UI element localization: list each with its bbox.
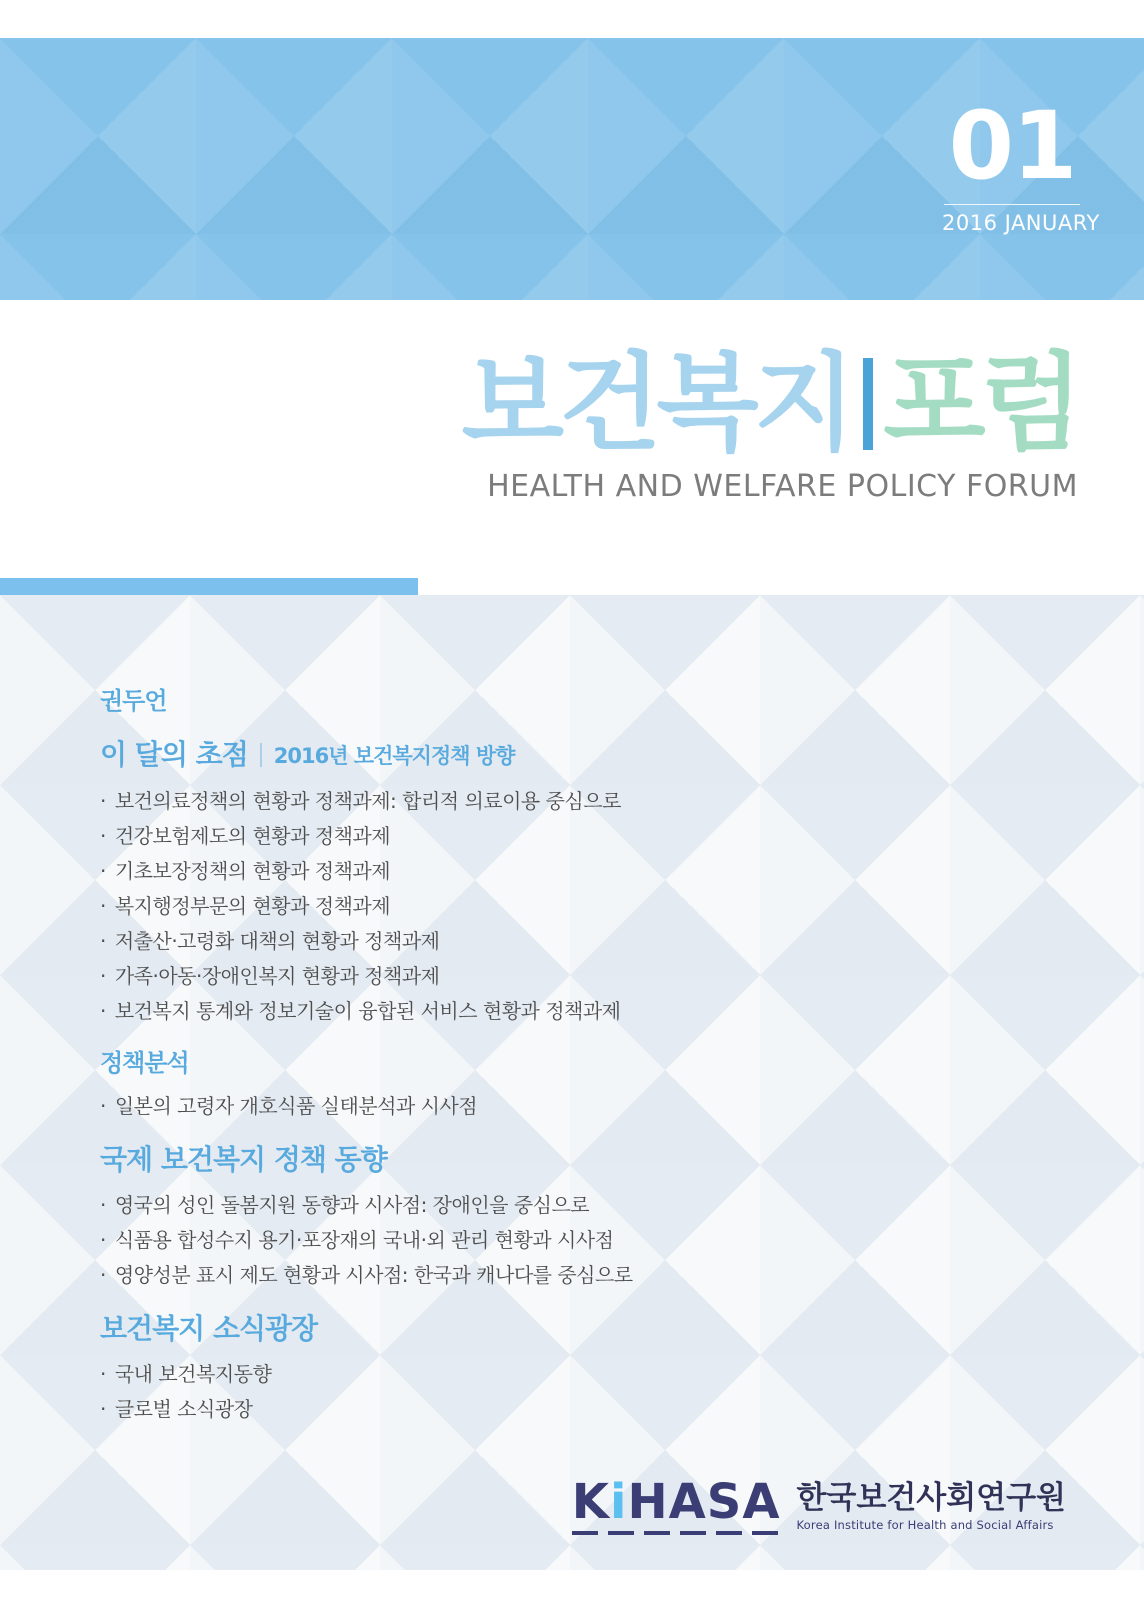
section-heading-text: 권두언 (100, 687, 167, 715)
section-heading (100, 1142, 780, 1178)
header-band (0, 38, 1144, 300)
toc-item (100, 994, 780, 1029)
kihasa-logo-i: i (609, 1474, 628, 1530)
issue-block (942, 92, 1100, 235)
toc-item (100, 1357, 780, 1392)
toc-section-4 (100, 1142, 780, 1293)
accent-bar (0, 578, 418, 595)
bullet-dot: · (100, 1263, 106, 1287)
toc-section-2 (100, 735, 780, 1029)
toc-item-text: 영국의 성인 돌봄지원 동향과 시사점: 장애인을 중심으로 (114, 1193, 590, 1217)
bullet-dot: · (100, 999, 106, 1023)
bullet-dot: · (100, 1193, 106, 1217)
toc-item-text: 보건복지 통계와 정보기술이 융합된 서비스 현황과 정책과제 (114, 999, 621, 1023)
toc-section-5 (100, 1311, 780, 1427)
bullet-dot: · (100, 964, 106, 988)
toc-item-text: 복지행정부문의 현황과 정책과제 (114, 894, 391, 918)
toc-item-text: 일본의 고령자 개호식품 실태분석과 시사점 (114, 1094, 478, 1118)
title-separator-bar (863, 358, 873, 450)
magazine-title (461, 342, 1078, 465)
publisher-name-korean: 한국보건사회연구원 (796, 1479, 1066, 1516)
toc-item (100, 924, 780, 959)
toc-item-text: 영양성분 표시 제도 현황과 시사점: 한국과 캐나다를 중심으로 (114, 1263, 633, 1287)
toc-item (100, 1258, 780, 1293)
masthead (461, 342, 1078, 505)
toc-item-text: 기초보장정책의 현황과 정책과제 (114, 859, 391, 883)
bullet-dot: · (100, 1362, 106, 1386)
issue-divider-line (944, 204, 1080, 205)
section-heading-text: 국제 보건복지 정책 동향 (100, 1143, 387, 1176)
toc-item-text: 보건의료정책의 현황과 정책과제: 합리적 의료이용 중심으로 (114, 789, 621, 813)
publisher-logo (571, 1474, 1066, 1535)
section-heading (100, 1047, 780, 1079)
bullet-dot: · (100, 824, 106, 848)
kihasa-logo (571, 1474, 781, 1535)
section-subheading: 2016년 보건복지정책 방향 (273, 744, 515, 768)
magazine-title-korean-blue: 보건복지 (461, 342, 852, 465)
section-heading-text: 이 달의 초점 (100, 737, 248, 771)
toc-item (100, 854, 780, 889)
bullet-dot: · (100, 894, 106, 918)
section-heading (100, 735, 780, 774)
bullet-dot: · (100, 1094, 106, 1118)
toc-item (100, 889, 780, 924)
toc-section-1 (100, 685, 780, 717)
table-of-contents (100, 685, 780, 1445)
bullet-dot: · (100, 1228, 106, 1252)
section-heading-text: 정책분석 (100, 1049, 189, 1077)
toc-item (100, 819, 780, 854)
section-item-list (100, 1188, 780, 1293)
toc-item-text: 가족·아동·장애인복지 현황과 정책과제 (114, 964, 440, 988)
kihasa-logo-hasa: HASA (627, 1474, 781, 1530)
bullet-dot: · (100, 929, 106, 953)
magazine-title-english: HEALTH AND WELFARE POLICY FORUM (487, 469, 1078, 505)
section-item-list (100, 1357, 780, 1427)
issue-number: 01 (948, 92, 1076, 201)
toc-item-text: 건강보험제도의 현황과 정책과제 (114, 824, 391, 848)
toc-item (100, 1392, 780, 1427)
bullet-dot: · (100, 859, 106, 883)
toc-item-text: 저출산·고령화 대책의 현황과 정책과제 (114, 929, 440, 953)
cover-content-area (0, 595, 1144, 1570)
toc-item (100, 959, 780, 994)
publisher-name-english: Korea Institute for Health and Social Affairs (796, 1518, 1054, 1533)
bullet-dot: · (100, 789, 106, 813)
section-heading-text: 보건복지 소식광장 (100, 1312, 318, 1345)
publisher-names (796, 1481, 1066, 1532)
toc-item-text: 글로벌 소식광장 (114, 1397, 253, 1421)
toc-item-text: 국내 보건복지동향 (114, 1362, 272, 1386)
bullet-dot: · (100, 1397, 106, 1421)
toc-item-text: 식품용 합성수지 용기·포장재의 국내·외 관리 현황과 시사점 (114, 1228, 614, 1252)
section-subheading-separator (260, 743, 262, 767)
section-heading (100, 685, 780, 717)
toc-section-3 (100, 1047, 780, 1124)
toc-item (100, 784, 780, 819)
kihasa-logo-k: K (571, 1474, 610, 1530)
toc-item (100, 1223, 780, 1258)
section-heading (100, 1311, 780, 1347)
toc-item (100, 1188, 780, 1223)
toc-item (100, 1089, 780, 1124)
issue-date: 2016 JANUARY (942, 211, 1100, 235)
section-item-list (100, 784, 780, 1029)
section-item-list (100, 1089, 780, 1124)
magazine-title-korean-green: 포럼 (883, 342, 1078, 465)
